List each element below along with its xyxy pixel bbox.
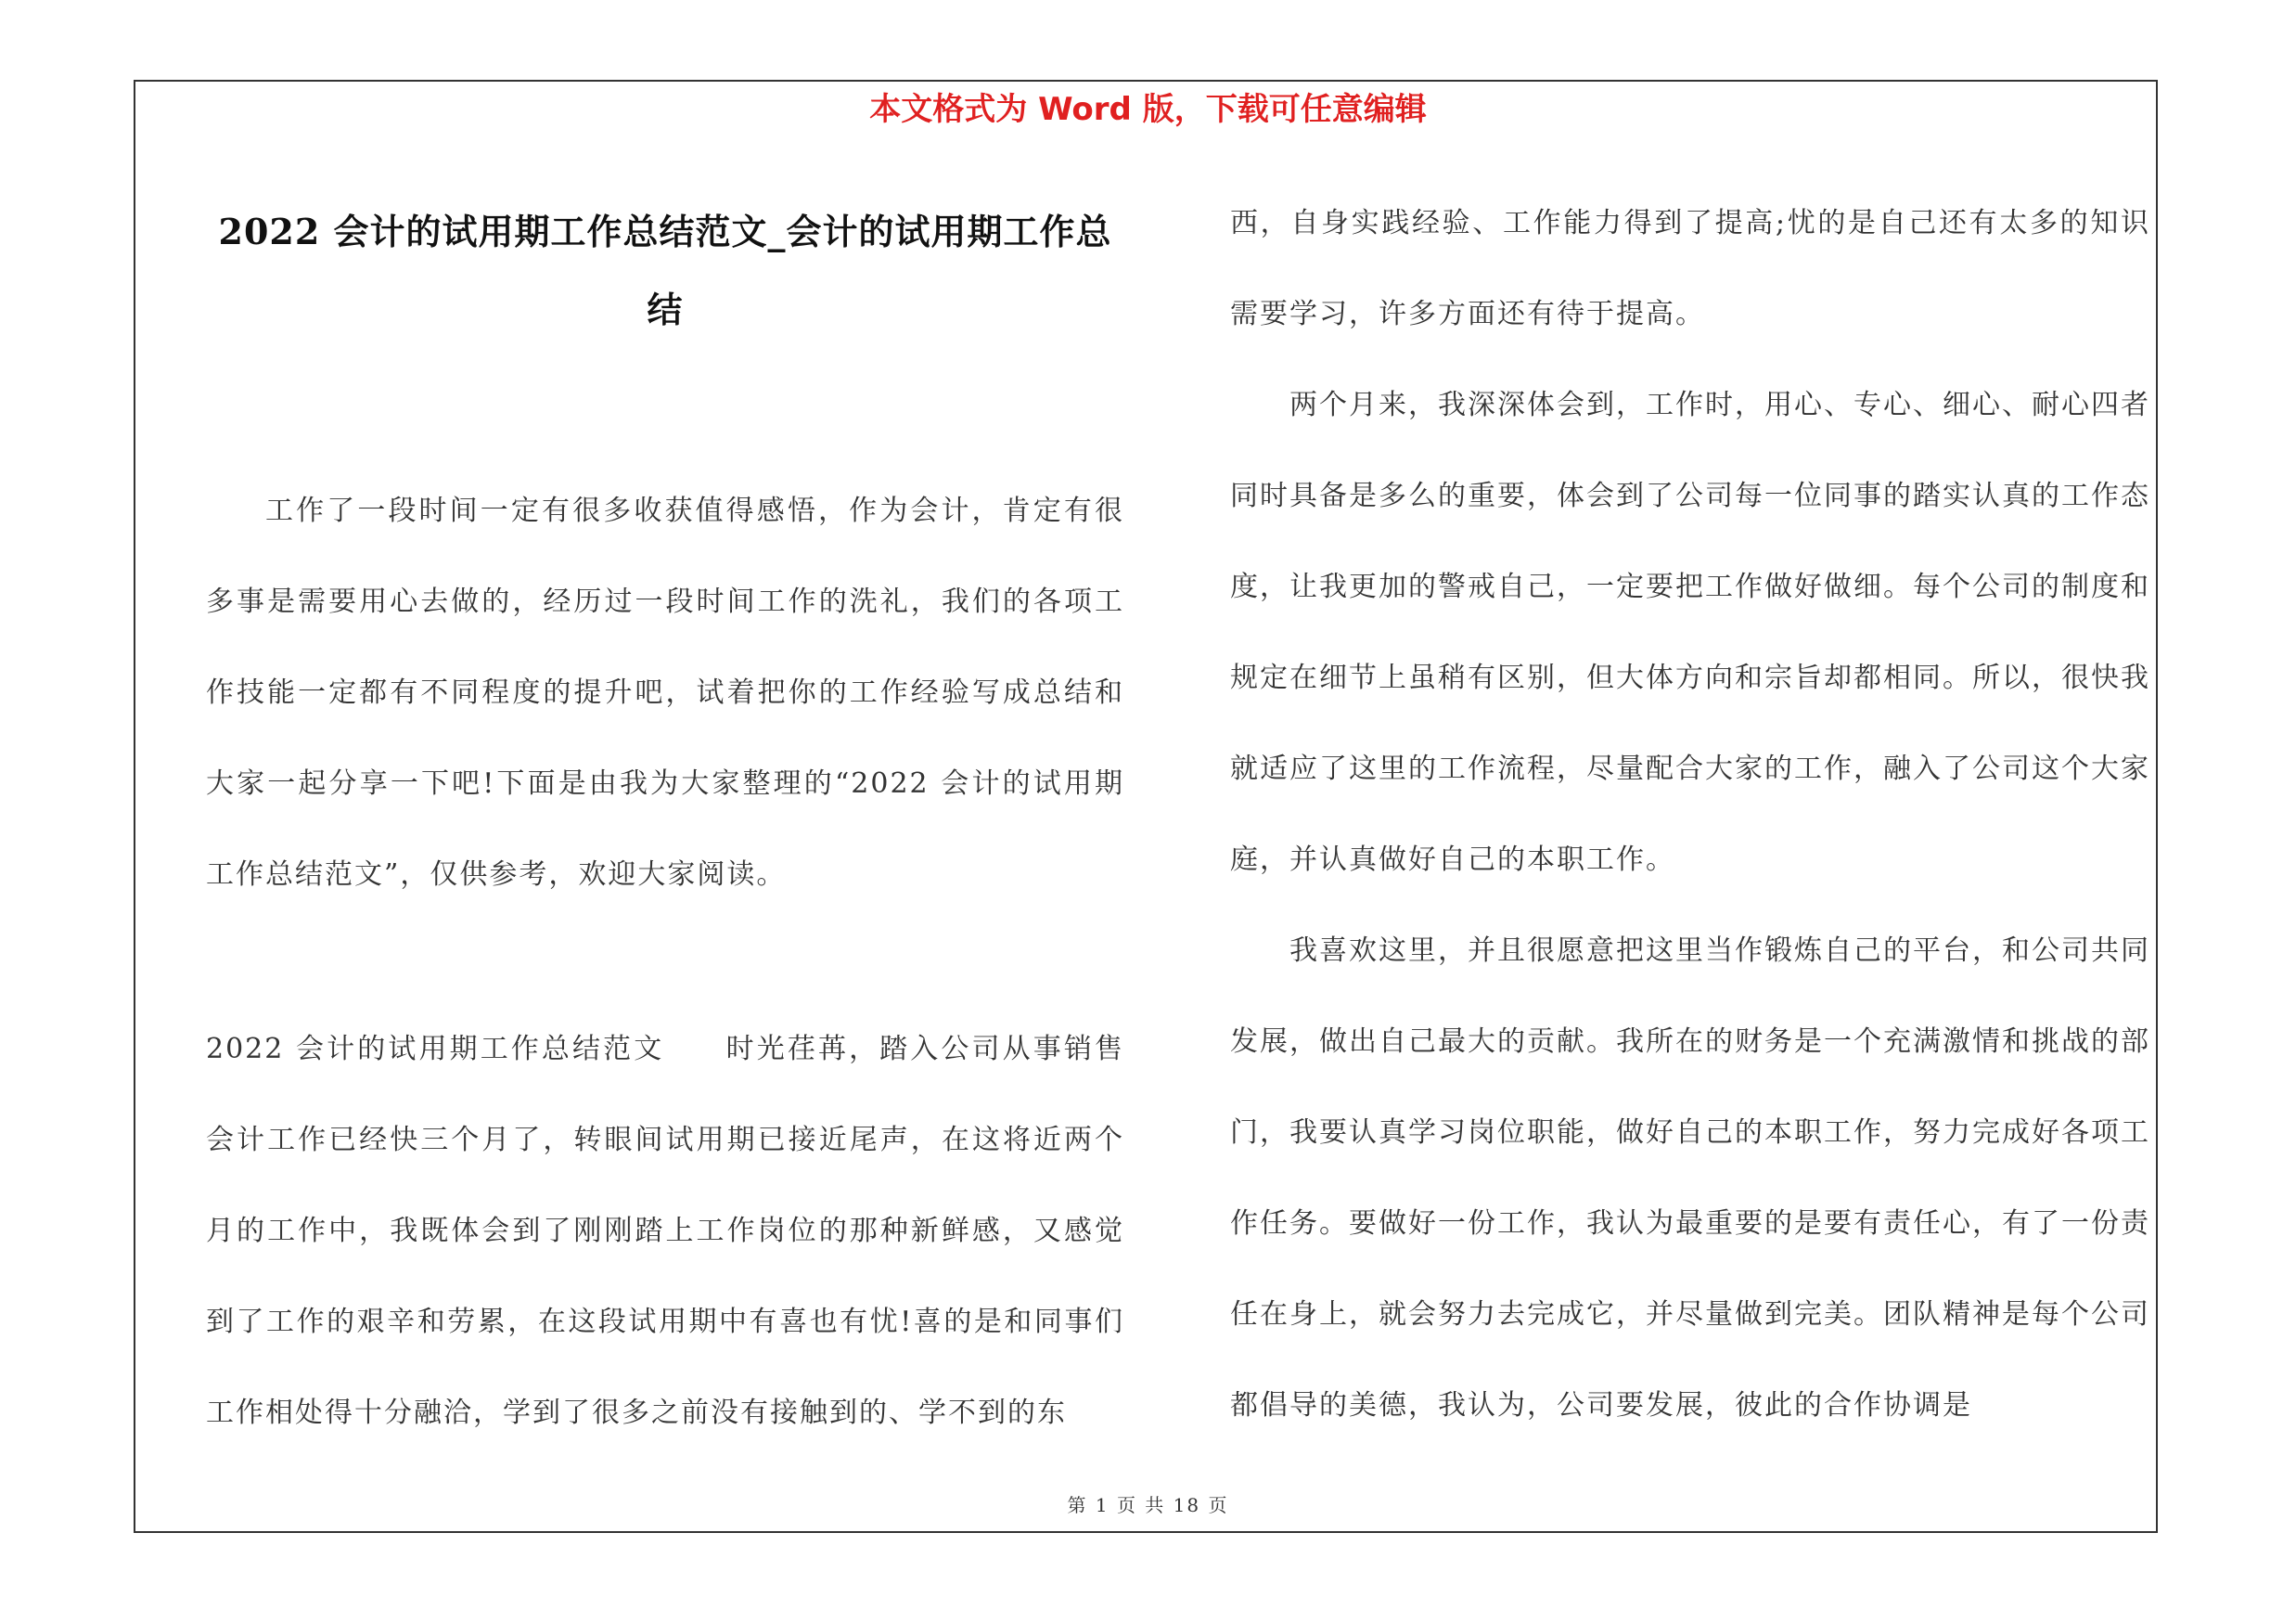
word-format-banner: 本文格式为 Word 版，下载可任意编辑 bbox=[869, 91, 1427, 128]
body-paragraph: 我喜欢这里，并且很愿意把这里当作锻炼自己的平台，和公司共同发展，做出自己最大的贡献。我所在的财务是一个充满激情和挑战的部门，我要认真学习岗位职能，做好自己的本职工作，努力完成好各项工作任务。要做好一份工作，我认为最重要的是要有责任心，有了一份责任在身上，就会努力去完成它，并尽量做到完美。团队精神是每个公司都倡导的美德，我认为，公司要发展，彼此的合作协调是 bbox=[1230, 934, 2150, 1422]
body-paragraph: 2022 会计的试用期工作总结范文 时光荏苒，踏入公司从事销售会计工作已经快三个月了，转眼间试用期已接近尾声，在这将近两个月的工作中，我既体会到了刚刚踏上工作岗位的那种新鲜感，又感觉到了工作的艰辛和劳累，在这段试用期中有喜也有忧!喜的是和同事们工作相处得十分融洽，学到了很多之前没有接触到的、学不到的东 bbox=[206, 1033, 1124, 1429]
right-column bbox=[1230, 178, 2150, 1451]
intro-paragraph: 工作了一段时间一定有很多收获值得感悟，作为会计，肯定有很多事是需要用心去做的，经历过一段时间工作的洗礼，我们的各项工作技能一定都有不同程度的提升吧，试着把你的工作经验写成总结和大家一起分享一下吧!下面是由我为大家整理的“2022 会计的试用期工作总结范文”，仅供参考，欢迎大家阅读。 bbox=[206, 495, 1124, 891]
body-paragraph: 西，自身实践经验、工作能力得到了提高;忧的是自己还有太多的知识需要学习，许多方面还有待于提高。 bbox=[1230, 207, 2150, 330]
page-number-footer: 第 1 页 共 18 页 bbox=[1067, 1494, 1229, 1516]
left-column bbox=[206, 193, 1124, 1459]
document-title: 2022 会计的试用期工作总结范文_会计的试用期工作总结 bbox=[218, 211, 1112, 330]
body-paragraph: 两个月来，我深深体会到，工作时，用心、专心、细心、耐心四者同时具备是多么的重要，体会到了公司每一位同事的踏实认真的工作态度，让我更加的警戒自己，一定要把工作做好做细。每个公司的制度和规定在细节上虽稍有区别，但大体方向和宗旨却都相同。所以，很快我就适应了这里的工作流程，尽量配合大家的工作，融入了公司这个大家庭，并认真做好自己的本职工作。 bbox=[1230, 389, 2150, 876]
